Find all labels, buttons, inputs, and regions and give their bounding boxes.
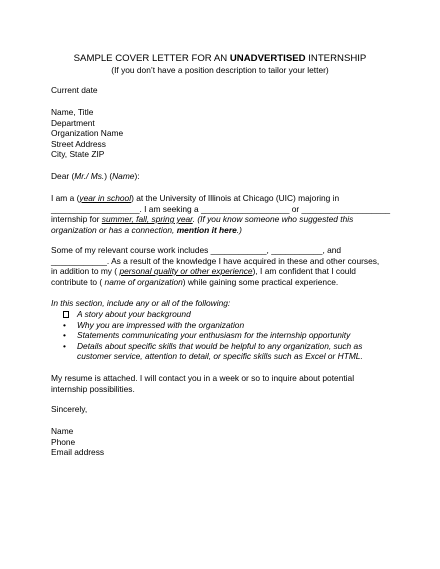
- list-item: [63, 341, 383, 362]
- recipient-organization: Organization Name: [51, 128, 124, 138]
- p1-text: . (If you know someone who suggested this: [192, 214, 354, 224]
- p2-line-1: Some of my relevant course work includes ____________, ___________, and: [51, 245, 342, 255]
- list-item: [63, 320, 383, 331]
- salutation-end: ):: [134, 171, 140, 181]
- title-suffix: INTERNSHIP: [305, 53, 367, 64]
- year-in-school-placeholder: year in school: [79, 193, 132, 203]
- list-item: [63, 309, 383, 320]
- list-item-text: Why you are impressed with the organization: [77, 319, 245, 330]
- paragraph-coursework: [51, 245, 396, 287]
- list-item: [63, 330, 383, 341]
- title-prefix: SAMPLE COVER LETTER FOR AN: [73, 53, 230, 64]
- signature-phone: Phone: [51, 436, 76, 447]
- recipient-street: Street Address: [51, 138, 106, 149]
- checkbox-icon: [63, 309, 69, 320]
- p2-text: in addition to my (: [51, 266, 120, 276]
- title-emphasis: UNADVERTISED: [229, 53, 306, 64]
- p2-text: ), I am confident that I could: [252, 266, 356, 276]
- suggestion-list: [63, 309, 383, 362]
- paragraph-closing: [51, 373, 396, 394]
- p3-line-2: internship possibilities.: [51, 383, 135, 394]
- p1-text: internship for: [51, 214, 102, 224]
- p1-text: I am a (: [51, 193, 80, 203]
- closing-text: Sincerely,: [51, 404, 88, 414]
- list-item-text: Statements communicating your enthusiasm for the internship opportunity: [77, 330, 351, 340]
- p2-line-2: ____________. As a result of the knowledge I have acquired in these and other courses,: [51, 255, 380, 266]
- closing: [51, 404, 396, 415]
- p1-text: .): [236, 224, 242, 235]
- signature-block: [51, 426, 396, 458]
- salutation-mid: ) (: [104, 171, 113, 181]
- p2-text: ) while gaining some practical experience.: [182, 276, 339, 287]
- personal-quality-placeholder: personal quality or other experience: [119, 266, 253, 276]
- recipient-address: [51, 107, 396, 160]
- paragraph-intro: [51, 193, 396, 235]
- signature-email: Email address: [51, 447, 105, 457]
- document-title: [0, 53, 440, 76]
- bullet-icon: •: [63, 340, 66, 351]
- p1-text: organization or has a connection,: [51, 224, 177, 235]
- recipient-department: Department: [51, 117, 95, 128]
- date-text: Current date: [51, 85, 98, 95]
- organization-placeholder: name of organization: [104, 276, 183, 287]
- p2-text: contribute to (: [51, 276, 105, 287]
- p1-line-2: ___________________. I am seeking a ___________________ or ___________________: [51, 203, 391, 214]
- list-item-text: Details about specific skills that would be helpful to any organization, such as: [77, 340, 363, 351]
- salutation-title: Mr./ Ms.: [74, 171, 105, 181]
- recipient-name-title: Name, Title: [51, 107, 94, 117]
- recipient-city: City, State ZIP: [51, 149, 105, 159]
- season-placeholder: summer, fall, spring year: [101, 214, 193, 224]
- section-intro: [51, 298, 396, 309]
- p3-line-1: My resume is attached. I will contact you in a week or so to inquire about potential: [51, 373, 355, 383]
- list-item-text: customer service, attention to detail, or specific skills such as Excel or HTML.: [77, 351, 363, 361]
- salutation: [51, 171, 396, 182]
- p1-text: ) at the University of Illinois at Chicago (UIC) majoring in: [131, 193, 340, 203]
- list-item-text: A story about your background: [77, 309, 191, 319]
- bullet-icon: •: [63, 330, 66, 340]
- salutation-name: Name: [112, 171, 135, 181]
- date-line: [51, 85, 396, 96]
- title-line: [0, 53, 440, 65]
- signature-name: Name: [51, 426, 74, 436]
- bullet-icon: •: [63, 319, 66, 330]
- salutation-start: Dear (: [51, 171, 75, 181]
- section-intro-text: In this section, include any or all of the following:: [51, 298, 231, 308]
- document-subtitle: (If you don’t have a position description to tailor your letter): [111, 65, 329, 75]
- mention-it-here: mention it here: [176, 224, 237, 235]
